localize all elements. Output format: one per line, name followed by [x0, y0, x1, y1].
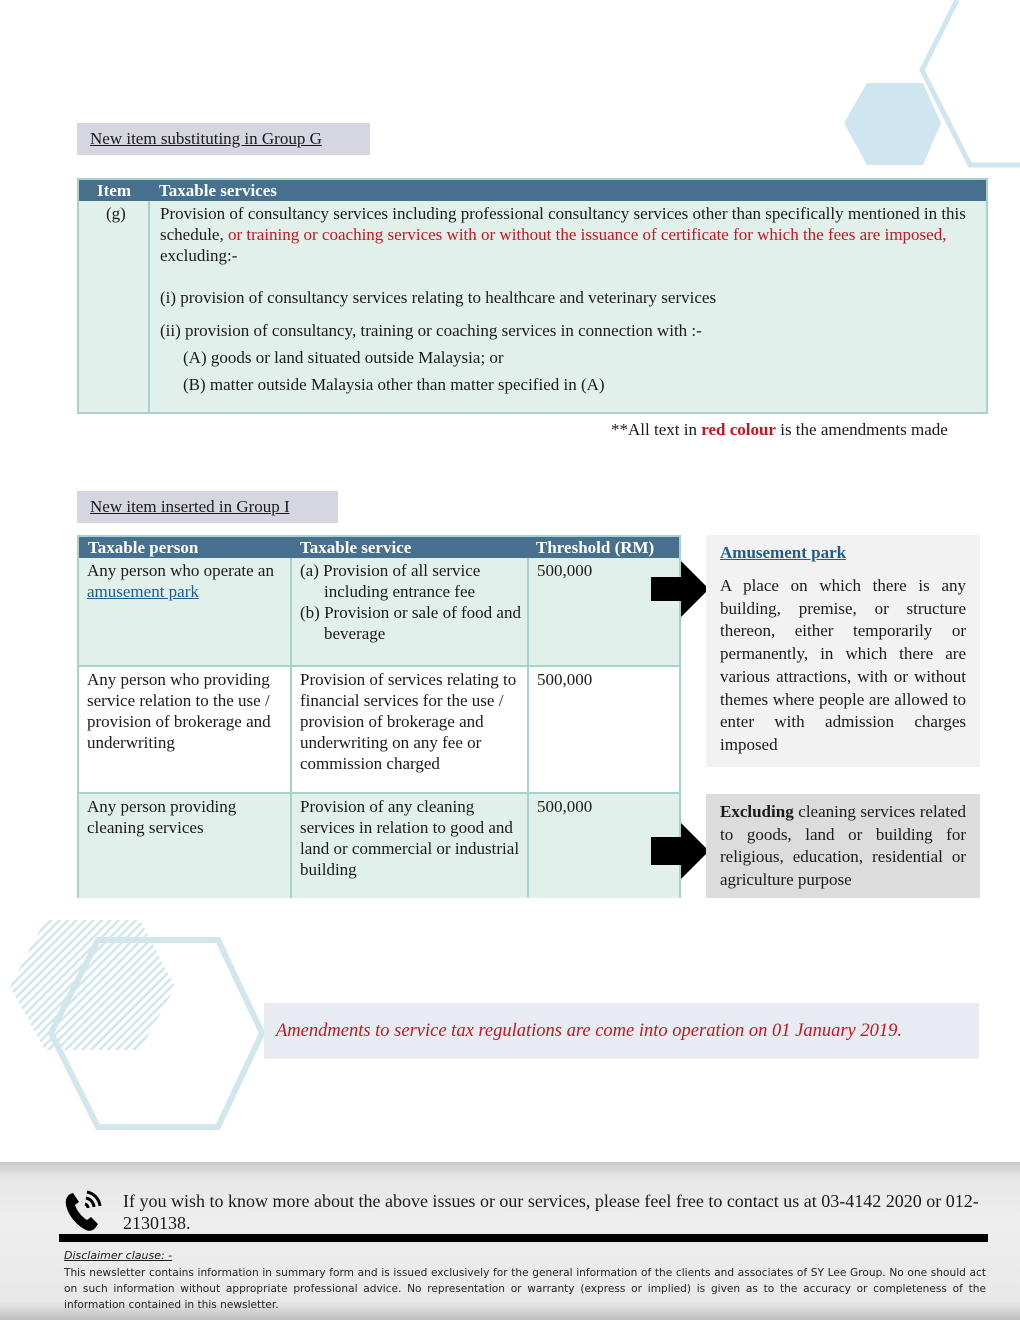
- table-row: [79, 792, 679, 898]
- item-description: [160, 203, 982, 395]
- group-i-table: [77, 535, 681, 898]
- cleaning-exclusion-note: Excluding cleaning services related to goods, land or building for religious, education, residential or agriculture purpose: [706, 794, 980, 898]
- cell-service: (a) Provision of all service including entrance fee (b) Provision or sale of food and beverage: [290, 558, 527, 665]
- exclusion-ii-b: (B) matter outside Malaysia other than matter specified in (A): [183, 375, 605, 394]
- main-paragraph: Provision of consultancy services including professional consultancy services other than specifically mentioned in this schedule, or training or coaching services with or without the issuance of certificate for which the fees are imposed, excluding:-: [160, 204, 966, 265]
- header-taxable-service: Taxable service: [300, 538, 412, 557]
- decorative-hexagon-top: [820, 0, 1020, 180]
- exclusion-ii: (ii) provision of consultancy, training or coaching services in connection with :-: [160, 321, 702, 340]
- header-threshold: Threshold (RM): [536, 538, 655, 557]
- amusement-park-link[interactable]: amusement park: [87, 582, 199, 601]
- amusement-park-definition: [706, 535, 980, 767]
- cell-person: Any person who operate an amusement park: [87, 561, 274, 601]
- disclaimer-title: Disclaimer clause: -: [64, 1249, 173, 1262]
- header-item: Item: [97, 181, 131, 200]
- cell-service: Provision of any cleaning services in relation to good and land or commercial or industrial building: [290, 794, 527, 898]
- contact-text: If you wish to know more about the above issues or our services, please feel free to contact us at 03-4142 2020 or 012-2130138.: [123, 1191, 979, 1233]
- cell-person: Any person who providing service relation to the use / provision of brokerage and underwriting: [87, 670, 271, 752]
- table-row: [79, 558, 679, 665]
- effective-date-banner: Amendments to service tax regulations are come into operation on 01 January 2019.: [264, 1003, 979, 1059]
- footer: [0, 1162, 1020, 1320]
- item-code: (g): [106, 204, 126, 223]
- cell-threshold: 500,000: [527, 558, 681, 665]
- exclusion-i: (i) provision of consultancy services relating to healthcare and veterinary services: [160, 288, 717, 307]
- footer-divider: [59, 1234, 988, 1242]
- decorative-hexagon-bottom: [0, 910, 270, 1135]
- section-label-group-i: New item inserted in Group I: [77, 491, 338, 523]
- amendment-text: or training or coaching services with or without the issuance of certificate for which the fees are imposed,: [227, 225, 947, 244]
- section-label-group-g: New item substituting in Group G: [77, 123, 370, 155]
- amendment-note: **All text in red colour is the amendments made: [611, 420, 948, 439]
- disclaimer-text: This newsletter contains information in summary form and is issued exclusively for the general information of the clients and associates of SY Lee Group. No one should act on such information without appropriate professional advice. No representation or warranty (express or implied) is given as to the accuracy or completeness of the information contained in this newsletter.: [64, 1267, 986, 1311]
- table-row: [79, 665, 679, 792]
- definition-title: Amusement park: [720, 543, 847, 562]
- column-divider: [148, 201, 150, 412]
- group-g-table: [77, 178, 988, 414]
- exclusion-ii-a: (A) goods or land situated outside Malaysia; or: [183, 348, 504, 367]
- phone-icon: [64, 1190, 104, 1232]
- header-taxable-person: Taxable person: [88, 538, 199, 557]
- cell-person: Any person providing cleaning services: [87, 797, 237, 837]
- arrow-right-icon: [651, 823, 709, 879]
- table-header: [79, 537, 679, 558]
- definition-text: A place on which there is any building, premise, or structure thereon, either temporarily or permanently, in which there are various attractions, with or without themes where people are allowed to enter with admission charges imposed: [720, 576, 966, 754]
- cell-threshold: 500,000: [527, 667, 681, 792]
- table-header: [79, 180, 986, 201]
- cell-service: Provision of services relating to financial services for the use / provision of brokerage and underwriting on any fee or commission charged: [290, 667, 527, 792]
- cell-threshold: 500,000: [527, 794, 681, 898]
- arrow-right-icon: [651, 561, 709, 617]
- header-taxable-services: Taxable services: [159, 181, 277, 200]
